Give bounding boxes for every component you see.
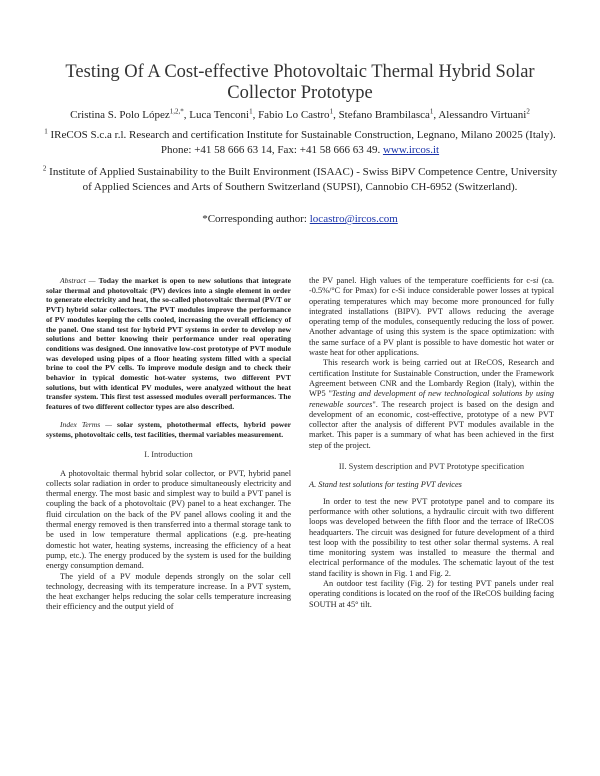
right-column	[309, 276, 554, 610]
body-paragraph	[309, 358, 554, 451]
abstract	[46, 276, 291, 412]
author-affiliation-mark: 1	[329, 107, 334, 116]
author-list: Cristina S. Polo López$^{1,2,*}$, Luca Tenconi$^1$, Fabio Lo Castro$^1$, Stefano Brambilasca$^1$, Alessandro Virtuani$^2$	[70, 107, 530, 121]
author-affiliation-mark: 1,2,*	[169, 107, 184, 116]
text-run: (ca. -0.5%/°C for Pmax) for c-Si induce considerable power losses at typical operating temperatures which may become more pronounced for fully integrated installations (BIPV). PVT allows reducing the average operating temp of the modules, consequently reducing the loss of power. Another advantage of using this system is the space optimization: with the same surface of a PV plant is possible to have domestic hot water or waste heat for other applications.	[309, 276, 555, 358]
abstract-label: Abstract	[60, 276, 86, 285]
author-name: Alessandro Virtuani	[438, 109, 527, 121]
body-paragraph: An outdoor test facility (Fig. 2) for testing PVT panels under real operating conditions is located on the roof of the IReCOS building facing SOUTH at 45° tilt.	[309, 579, 554, 609]
left-column	[46, 276, 291, 613]
affiliation-mark: 2	[42, 164, 47, 173]
website-link[interactable]: www.ircos.it	[382, 144, 440, 156]
abstract-text: Today the market is open to new solutions that integrate solar thermal and photovoltaic (PV) devices into a single element in order to generate electricity and heat, the so-called photovoltaic thermal (PV/T or PVT) hybrid solar collectors. The PVT modules improve the performance of PV modules keeping the cells cooled, increasing the overall efficiency of the panel. One stand test for hybrid PVT systems in order to develop new solutions and better knowing their performance under real operating conditions was designed. One innovative low-cost prototype of PVT module was developed using pipes of a floor heating system filled with a special brine to cool the PV cells. To improve module design and to check their behavior in typical domestic hot-water systems, two different PVT solutions, but with identical PV modules, were analyzed without the heat transfer system. This first test assessed modules overall performances. The features of two different collector types are also described.	[46, 276, 291, 412]
text-run: si	[532, 276, 539, 285]
affiliation-1	[40, 128, 560, 158]
index-terms-text: solar system, photothermal effects, hybrid power systems, photovoltaic cells, test facilities, thermal variables measurement.	[46, 419, 291, 439]
email-link[interactable]: locastro@ircos.com	[309, 213, 398, 225]
body-paragraph: A photovoltaic thermal hybrid solar collector, or PVT, hybrid panel collects solar radiation in order to produce simultaneously electricity and thermal energy. The most basic and simplest way to build a PVT panel is coupling the back of a photovoltaic (PV) panel to a heat exchanger. The fluid circulation on the back of the PV panel allows cooling it and the thermal energy removed is then transferred into a thermal storage tank to be used in low temperature thermal applications (e.g. pre-heating domestic hot water, heating systems, increasing the efficiency of a heat pump, etc.). The energy produced by the system is used for the building energy consumption demand.	[46, 468, 291, 571]
text-run: Testing and development of new technological solutions by using renewable sources	[309, 389, 555, 409]
affiliation-text: IReCOS S.c.a r.l. Research and certification Institute for Sustainable Construction, Legnano, Milano 20025 (Italy). Phone: +41 58 666 63 14, Fax: +41 58 666 63 49.	[50, 129, 556, 156]
corresponding-label: *Corresponding author:	[202, 213, 310, 225]
paper-title: Testing Of A Cost-effective Photovoltaic Thermal Hybrid Solar Collector Prototype	[65, 62, 535, 103]
author-name: Luca Tenconi	[189, 109, 250, 121]
abstract-separator: —	[85, 276, 99, 285]
section-heading: I. Introduction	[144, 450, 193, 460]
text-run: the PV panel. High values of the temperature coefficients for c-	[309, 276, 533, 285]
index-terms-label: Index Terms	[60, 419, 101, 429]
affiliation-mark: 1	[44, 127, 48, 136]
index-terms	[46, 420, 291, 439]
text-run: ". The research project is based on the design and development of an economic, cost-effective, prototype of a new PVT collector after the analysis of different PVT modules available in the market. This paper is a summary of what has been achieved in the first step of the project.	[309, 399, 554, 450]
author-name: Cristina S. Polo López	[70, 109, 170, 121]
author-name: Stefano Brambilasca	[338, 109, 430, 121]
author-affiliation-mark: 2	[526, 107, 530, 116]
subsection-heading: A. Stand test solutions for testing PVT devices	[309, 480, 462, 490]
author-name: Fabio Lo Castro	[258, 109, 330, 121]
index-terms-separator: —	[100, 419, 118, 429]
section-heading: II. System description and PVT Prototype specification	[338, 462, 525, 472]
corresponding-author	[40, 212, 560, 226]
body-paragraph: The yield of a PV module depends strongly on the solar cell technology, decreasing with its temperature increase. In a PVT system, the heat exchanger helps reducing the solar cells temperature increasing their efficiency and the output yield of	[46, 571, 291, 612]
text-run: This research work is being carried out at IReCOS, Research and certification Institute for Sustainable Construction, under the Framework Agreement between CNR and the Lombardy Region (Italy), within the WP5 "	[309, 358, 554, 399]
affiliation-2	[40, 165, 560, 195]
author-affiliation-mark: 1	[429, 107, 434, 116]
body-paragraph: In order to test the new PVT prototype panel and to compare its performance with other solutions, a hydraulic circuit with two different loops was developed between the fifth floor and the terrace of IReCOS headquarters. The circuit was designed for future development of a third test loop with the possibility to test other solar thermal systems. A real time monitoring system was installed to measure the thermal and electrical performance of the modules. The schematic layout of the test stand facility is shown in Fig. 1 and Fig. 2.	[309, 496, 554, 578]
body-paragraph	[309, 276, 554, 358]
author-affiliation-mark: 1	[249, 107, 253, 116]
affiliation-text: Institute of Applied Sustainability to the Built Environment (ISAAC) - Swiss BiPV Competence Centre, University of Applied Sciences and Arts of Southern Switzerland (SUPSI), Cannobio CH-6952 (Switzerland).	[49, 166, 558, 193]
